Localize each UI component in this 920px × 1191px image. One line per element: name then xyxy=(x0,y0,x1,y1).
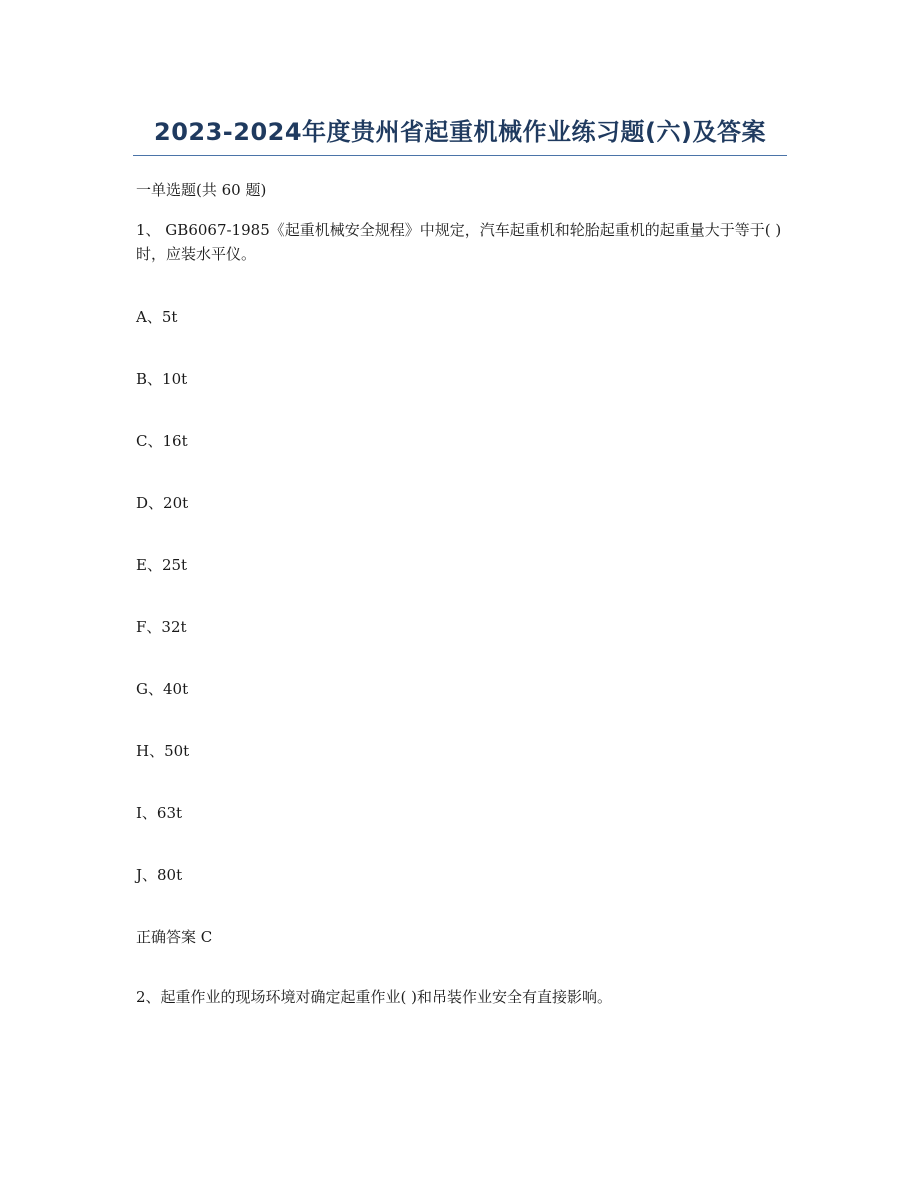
option-h: H、50t xyxy=(136,742,190,760)
option-i: I、63t xyxy=(136,804,183,822)
option-c: C、16t xyxy=(136,432,188,450)
option-g: G、40t xyxy=(136,680,189,698)
document-title: 2023-2024年度贵州省起重机械作业练习题(六)及答案 xyxy=(154,118,766,146)
answer-1: 正确答案 C xyxy=(136,928,213,946)
question-2-text: 2、起重作业的现场环境对确定起重作业( )和吊装作业安全有直接影响。 xyxy=(136,988,613,1006)
question-1-text: 1、 GB6067-1985《起重机械安全规程》中规定，汽车起重机和轮胎起重机的起重量大于等于( )时，应装水平仪。 xyxy=(136,221,782,263)
option-e: E、25t xyxy=(136,556,188,574)
section-heading: 一单选题(共 60 题) xyxy=(136,181,267,199)
option-b: B、10t xyxy=(136,370,188,388)
option-a: A、5t xyxy=(136,308,178,326)
option-d: D、20t xyxy=(136,494,189,512)
option-f: F、32t xyxy=(136,618,187,636)
title-underline xyxy=(133,155,787,156)
option-j: J、80t xyxy=(136,866,183,884)
